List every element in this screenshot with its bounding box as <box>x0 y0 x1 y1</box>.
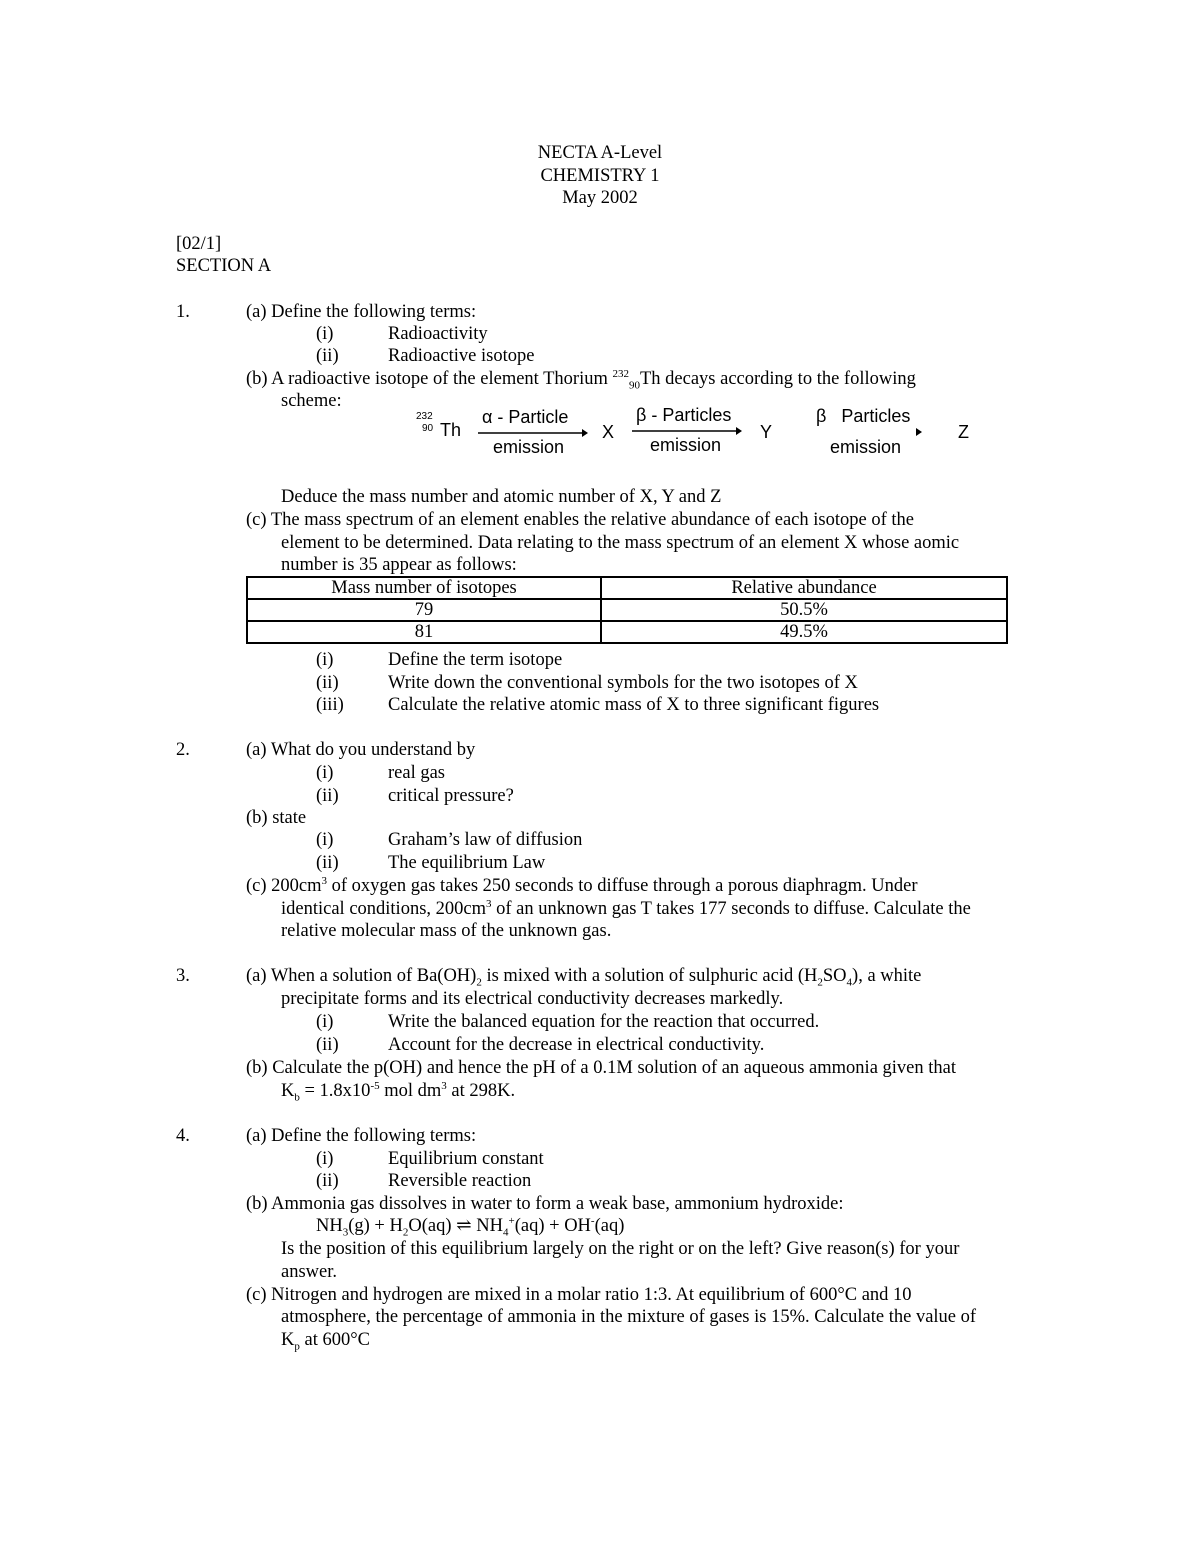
exam-date: May 2002 <box>562 188 638 208</box>
q2-a-i-number: (i) <box>316 763 334 783</box>
question-number-2: 2. <box>176 740 190 760</box>
scheme-arrow-3 <box>818 427 922 437</box>
q1-part-b-line2: scheme: <box>281 391 342 411</box>
q2-part-c-line2 <box>281 898 971 920</box>
q3-a-i-number: (i) <box>316 1012 334 1032</box>
scheme-step3-label: β Particles <box>816 406 911 426</box>
q4-part-b-line4: answer. <box>281 1262 337 1282</box>
table-cell-mass: 79 <box>247 599 601 621</box>
exponent: 3 <box>441 1079 447 1092</box>
ammonia-equilibrium-equation <box>316 1215 624 1237</box>
q4-part-c-line2: atmosphere, the percentage of ammonia in the mixture of gases is 15%. Calculate the value of <box>281 1307 977 1327</box>
paper-code: [02/1] <box>176 234 222 254</box>
subscript: p <box>294 1340 300 1353</box>
eq-text: (g) + H <box>348 1216 403 1236</box>
q1-part-c-line3: number is 35 appear as follows: <box>281 555 517 575</box>
section-heading: SECTION A <box>176 256 272 276</box>
q1-c-ii-number: (ii) <box>316 673 339 693</box>
table-cell-abundance: 49.5% <box>601 621 1007 643</box>
q2-a-ii-text: critical pressure? <box>388 786 514 806</box>
scheme-product-y: Y <box>760 422 773 442</box>
q1-a-i-text: Radioactivity <box>388 324 488 344</box>
decay-scheme <box>410 404 990 464</box>
q1-a-ii-number: (ii) <box>316 346 339 366</box>
scheme-step1-emission: emission <box>493 437 565 457</box>
eq-text: NH <box>316 1216 343 1236</box>
q3-a-ii-text: Account for the decrease in electrical conductivity. <box>388 1035 765 1055</box>
table-row <box>247 599 1007 621</box>
q1-deduce: Deduce the mass number and atomic number of X, Y and Z <box>281 487 722 507</box>
q3-a-text: ), a white <box>852 966 922 986</box>
thorium-mass-number: 232 <box>612 367 629 380</box>
scheme-product-z: Z <box>958 422 969 442</box>
isotope-table <box>246 576 1008 644</box>
subscript: 3 <box>342 1226 349 1239</box>
q2-part-c-line1 <box>246 875 918 897</box>
q1-part-a: (a) Define the following terms: <box>246 302 477 322</box>
q3-b-text: mol dm <box>379 1081 442 1101</box>
q1-b-text: (b) A radioactive isotope of the element Thorium <box>246 369 613 389</box>
q2-c-text: of an unknown gas T takes 177 seconds to diffuse. Calculate the <box>491 899 971 919</box>
q4-part-c-line1: (c) Nitrogen and hydrogen are mixed in a molar ratio 1:3. At equilibrium of 600°C and 10 <box>246 1285 912 1305</box>
q4-c-text: K <box>281 1330 295 1350</box>
q2-c-text: (c) 200cm <box>246 876 322 896</box>
q1-a-ii-text: Radioactive isotope <box>388 346 535 366</box>
scheme-thorium-atomic: 90 <box>422 423 434 434</box>
q2-part-a: (a) What do you understand by <box>246 740 476 760</box>
q2-b-i-text: Graham’s law of diffusion <box>388 830 583 850</box>
question-number-1: 1. <box>176 302 190 322</box>
q2-c-text: of oxygen gas takes 250 seconds to diffuse through a porous diaphragm. Under <box>327 876 918 896</box>
q1-c-iii-text: Calculate the relative atomic mass of X to three significant figures <box>388 695 880 715</box>
subscript: 2 <box>476 976 482 989</box>
scheme-step1-label: α - Particle <box>482 407 569 427</box>
q4-a-ii-text: Reversible reaction <box>388 1171 532 1191</box>
table-header-abundance: Relative abundance <box>601 577 1007 599</box>
eq-text: NH <box>471 1216 504 1236</box>
q3-a-ii-number: (ii) <box>316 1035 339 1055</box>
q2-c-text: identical conditions, 200cm <box>281 899 486 919</box>
subscript: 4 <box>503 1226 509 1239</box>
q2-b-ii-text: The equilibrium Law <box>388 853 546 873</box>
q3-part-b-line2 <box>281 1080 515 1102</box>
q2-a-ii-number: (ii) <box>316 786 339 806</box>
subscript: b <box>294 1091 300 1104</box>
eq-text: (aq) <box>594 1216 625 1236</box>
scheme-thorium-symbol: Th <box>440 420 462 440</box>
q1-part-b-line1 <box>246 368 916 390</box>
q4-a-i-text: Equilibrium constant <box>388 1149 544 1169</box>
exponent: -5 <box>370 1079 380 1092</box>
q4-part-b-line3: Is the position of this equilibrium largely on the right or on the left? Give reason(s) for your <box>281 1239 960 1259</box>
charge: - <box>590 1214 595 1227</box>
q4-a-ii-number: (ii) <box>316 1171 339 1191</box>
subject-title: CHEMISTRY 1 <box>540 166 660 186</box>
q4-a-i-number: (i) <box>316 1149 334 1169</box>
q1-c-iii-number: (iii) <box>316 695 344 715</box>
q1-c-i-text: Define the term isotope <box>388 650 563 670</box>
q3-part-b-line1: (b) Calculate the p(OH) and hence the pH of a 0.1M solution of an aqueous ammonia given that <box>246 1058 956 1078</box>
q4-c-text: at 600°C <box>299 1330 370 1350</box>
table-header-mass-number: Mass number of isotopes <box>247 577 601 599</box>
thorium-atomic-number: 90 <box>628 379 640 392</box>
scheme-step2-label: β - Particles <box>636 405 732 425</box>
q3-b-text: at 298K. <box>446 1081 516 1101</box>
cubic-exponent: 3 <box>321 874 328 887</box>
q1-c-i-number: (i) <box>316 650 334 670</box>
q1-b-text-end: Th decays according to the following <box>639 369 916 389</box>
scheme-step3-emission: emission <box>830 437 902 457</box>
table-row <box>247 621 1007 643</box>
q3-part-a-line1 <box>246 965 921 987</box>
q3-b-text: = 1.8x10 <box>299 1081 371 1101</box>
exam-board-title: NECTA A-Level <box>537 143 663 163</box>
charge: + <box>508 1214 515 1227</box>
q1-a-i-number: (i) <box>316 324 334 344</box>
q3-a-text: is mixed with a solution of sulphuric acid (H <box>481 966 818 986</box>
subscript: 4 <box>846 976 853 989</box>
subscript: 2 <box>817 976 823 989</box>
q4-part-a: (a) Define the following terms: <box>246 1126 477 1146</box>
question-number-3: 3. <box>176 966 190 986</box>
q1-part-c-line2: element to be determined. Data relating to the mass spectrum of an element X whose aomic <box>281 533 960 553</box>
q4-part-b-line1: (b) Ammonia gas dissolves in water to form a weak base, ammonium hydroxide: <box>246 1194 844 1214</box>
cubic-exponent: 3 <box>486 897 492 910</box>
q3-a-text: (a) When a solution of Ba(OH) <box>246 966 477 986</box>
q1-c-ii-text: Write down the conventional symbols for the two isotopes of X <box>388 673 858 693</box>
q2-b-i-number: (i) <box>316 830 334 850</box>
subscript: 2 <box>402 1226 409 1239</box>
q4-part-c-line3 <box>281 1329 370 1351</box>
eq-text: O(aq) <box>408 1216 457 1236</box>
q3-a-text: SO <box>822 966 847 986</box>
table-cell-mass: 81 <box>247 621 601 643</box>
table-cell-abundance: 50.5% <box>601 599 1007 621</box>
q2-part-b: (b) state <box>246 808 307 828</box>
question-number-4: 4. <box>176 1126 190 1146</box>
q2-a-i-text: real gas <box>388 763 446 783</box>
scheme-product-x: X <box>602 422 615 442</box>
q3-part-a-line2: precipitate forms and its electrical conductivity decreases markedly. <box>281 989 784 1009</box>
q3-a-i-text: Write the balanced equation for the reaction that occurred. <box>388 1012 820 1032</box>
q3-b-text: K <box>281 1081 295 1101</box>
table-header-row <box>247 577 1007 599</box>
q2-b-ii-number: (ii) <box>316 853 339 873</box>
scheme-thorium-mass: 232 <box>416 411 433 422</box>
equilibrium-arrow-icon: ⇌ <box>456 1216 472 1236</box>
eq-text: (aq) + OH <box>514 1216 591 1236</box>
q1-part-c-line1: (c) The mass spectrum of an element enables the relative abundance of each isotope of the <box>246 510 914 530</box>
scheme-step2-emission: emission <box>650 435 722 455</box>
q2-part-c-line3: relative molecular mass of the unknown gas. <box>281 921 612 941</box>
